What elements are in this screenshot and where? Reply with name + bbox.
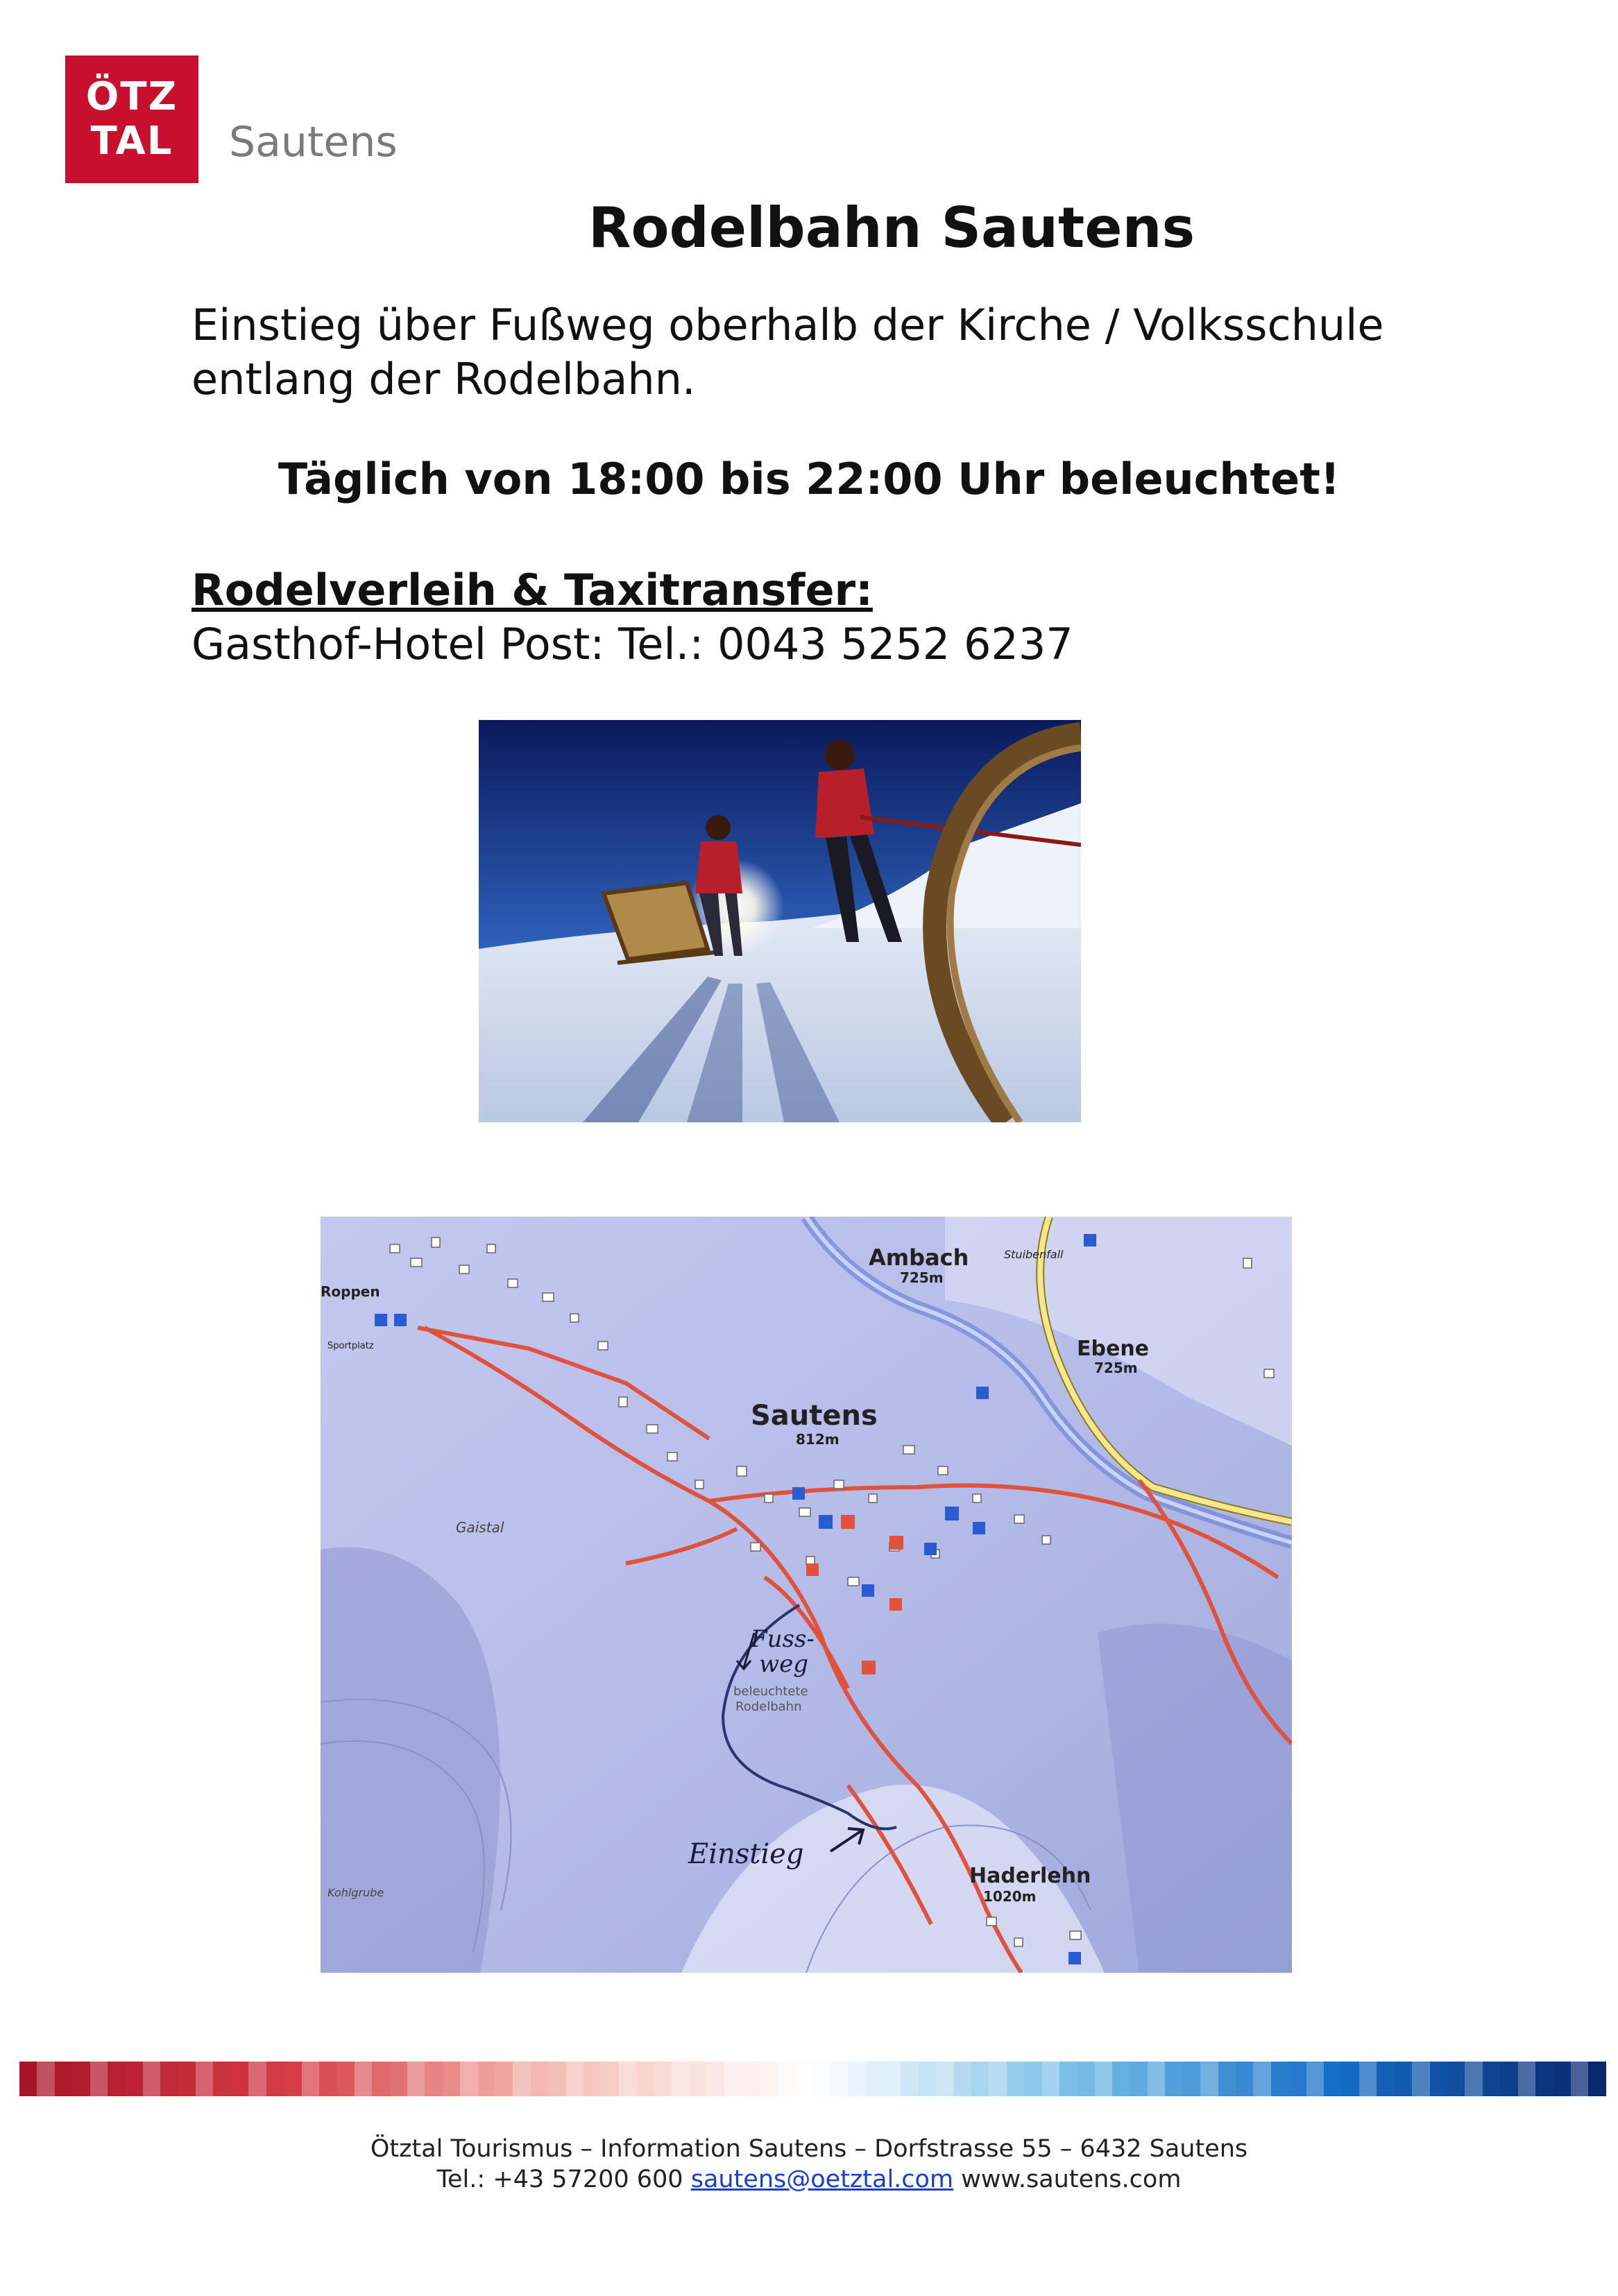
stripe-segment bbox=[1077, 2062, 1094, 2096]
stripe-segment bbox=[1465, 2062, 1482, 2096]
stripe-segment bbox=[1200, 2062, 1218, 2096]
stripe-segment bbox=[284, 2062, 301, 2096]
stripe-segment bbox=[1288, 2062, 1306, 2096]
stripe-segment bbox=[1130, 2062, 1148, 2096]
stripe-segment bbox=[1395, 2062, 1412, 2096]
stripe-segment bbox=[143, 2062, 160, 2096]
footer-email-link[interactable]: sautens@oetztal.com bbox=[690, 2166, 954, 2193]
map-label-ebene: Ebene bbox=[1077, 1337, 1150, 1361]
intro-paragraph bbox=[191, 298, 1384, 406]
rental-heading: Rodelverleih & Taxitransfer: bbox=[191, 565, 873, 615]
stripe-segment bbox=[160, 2062, 178, 2096]
stripe-segment bbox=[1483, 2062, 1500, 2096]
stripe-segment bbox=[1112, 2062, 1130, 2096]
stripe-segment bbox=[971, 2062, 989, 2096]
stripe-segment bbox=[1518, 2062, 1535, 2096]
stripe-segment bbox=[460, 2062, 477, 2096]
handwritten-einstieg: Einstieg bbox=[688, 1838, 804, 1870]
sledding-photo bbox=[479, 720, 1081, 1122]
stripe-segment bbox=[566, 2062, 584, 2096]
map-label-ambach: Ambach bbox=[869, 1244, 969, 1271]
stripe-segment bbox=[548, 2062, 565, 2096]
stripe-segment bbox=[90, 2062, 108, 2096]
map-label-gaistal: Gaistal bbox=[456, 1519, 504, 1536]
stripe-segment bbox=[407, 2062, 425, 2096]
stripe-segment bbox=[495, 2062, 513, 2096]
stripe-segment bbox=[636, 2062, 654, 2096]
stripe-segment bbox=[795, 2062, 812, 2096]
map-label-haderlehn: Haderlehn bbox=[969, 1864, 1091, 1888]
stripe-segment bbox=[919, 2062, 936, 2096]
stripe-segment bbox=[1377, 2062, 1394, 2096]
stripe-segment bbox=[478, 2062, 495, 2096]
stripe-segment bbox=[390, 2062, 407, 2096]
stripe-segment bbox=[1306, 2062, 1324, 2096]
stripe-segment bbox=[266, 2062, 284, 2096]
stripe-segment bbox=[866, 2062, 883, 2096]
map-label-kohlgrube: Kohlgrube bbox=[327, 1886, 384, 1899]
stripe-segment bbox=[1341, 2062, 1359, 2096]
stripe-segment bbox=[513, 2062, 530, 2096]
stripe-segment bbox=[213, 2062, 230, 2096]
stripe-segment bbox=[584, 2062, 601, 2096]
stripe-segment bbox=[125, 2062, 142, 2096]
stripe-segment bbox=[954, 2062, 971, 2096]
intro-line-1: Einstieg über Fußweg oberhalb der Kirche / Volksschule bbox=[191, 300, 1384, 350]
stripe-segment bbox=[1571, 2062, 1588, 2096]
handwritten-fuss: Fuss- bbox=[751, 1625, 815, 1653]
stripe-segment bbox=[1430, 2062, 1447, 2096]
stripe-segment bbox=[425, 2062, 442, 2096]
stripe-segment bbox=[37, 2062, 54, 2096]
stripe-segment bbox=[1095, 2062, 1112, 2096]
stripe-segment bbox=[1500, 2062, 1517, 2096]
stripe-segment bbox=[1059, 2062, 1077, 2096]
stripe-segment bbox=[302, 2062, 319, 2096]
stripe-segment bbox=[901, 2062, 918, 2096]
stripe-segment bbox=[1271, 2062, 1288, 2096]
stripe-segment bbox=[248, 2062, 266, 2096]
stripe-segment bbox=[760, 2062, 777, 2096]
footer-web: www.sautens.com bbox=[961, 2166, 1182, 2193]
stripe-segment bbox=[1359, 2062, 1377, 2096]
lighting-notice: Täglich von 18:00 bis 22:00 Uhr beleuchtet! bbox=[278, 454, 1340, 504]
map-label-ebene-alt: 725m bbox=[1094, 1360, 1138, 1376]
stripe-segment bbox=[1148, 2062, 1165, 2096]
trail-map bbox=[321, 1217, 1292, 1973]
map-label-rodelbahn: Rodelbahn bbox=[735, 1699, 802, 1714]
oetztal-logo bbox=[65, 55, 198, 183]
map-label-sautens-alt: 812m bbox=[796, 1431, 840, 1448]
stripe-segment bbox=[812, 2062, 830, 2096]
stripe-segment bbox=[231, 2062, 248, 2096]
rental-contact: Gasthof-Hotel Post: Tel.: 0043 5252 6237 bbox=[191, 619, 1073, 669]
map-label-beleuchtete: beleuchtete bbox=[733, 1684, 808, 1699]
stripe-segment bbox=[178, 2062, 196, 2096]
color-stripe bbox=[19, 2062, 1606, 2096]
footer-contact bbox=[0, 2166, 1618, 2193]
stripe-segment bbox=[1183, 2062, 1200, 2096]
stripe-segment bbox=[1218, 2062, 1236, 2096]
stripe-segment bbox=[1588, 2062, 1606, 2096]
map-label-sautens: Sautens bbox=[751, 1400, 878, 1432]
logo-location-name: Sautens bbox=[229, 118, 398, 166]
logo-line-2: TAL bbox=[90, 119, 173, 164]
stripe-segment bbox=[19, 2062, 37, 2096]
page-title: Rodelbahn Sautens bbox=[588, 196, 1195, 260]
stripe-segment bbox=[672, 2062, 689, 2096]
map-label-haderlehn-alt: 1020m bbox=[983, 1888, 1037, 1905]
map-label-roppen: Roppen bbox=[321, 1283, 380, 1300]
stripe-segment bbox=[1447, 2062, 1465, 2096]
stripe-segment bbox=[689, 2062, 706, 2096]
stripe-segment bbox=[72, 2062, 90, 2096]
logo-line-1: ÖTZ bbox=[85, 74, 178, 119]
stripe-segment bbox=[1324, 2062, 1341, 2096]
stripe-segment bbox=[601, 2062, 618, 2096]
map-label-ambach-alt: 725m bbox=[900, 1269, 944, 1286]
stripe-segment bbox=[319, 2062, 337, 2096]
stripe-segment bbox=[1253, 2062, 1270, 2096]
stripe-segment bbox=[443, 2062, 460, 2096]
stripe-segment bbox=[883, 2062, 901, 2096]
map-label-sportplatz: Sportplatz bbox=[327, 1341, 374, 1351]
rental-section bbox=[191, 563, 1073, 671]
stripe-segment bbox=[1236, 2062, 1253, 2096]
handwritten-weg: weg bbox=[759, 1650, 808, 1678]
stripe-segment bbox=[355, 2062, 372, 2096]
footer-address: Ötztal Tourismus – Information Sautens – Dorfstrasse 55 – 6432 Sautens bbox=[370, 2135, 1248, 2163]
stripe-segment bbox=[936, 2062, 953, 2096]
stripe-segment bbox=[654, 2062, 672, 2096]
stripe-segment bbox=[1412, 2062, 1429, 2096]
stripe-segment bbox=[1535, 2062, 1553, 2096]
stripe-segment bbox=[742, 2062, 760, 2096]
stripe-segment bbox=[777, 2062, 794, 2096]
stripe-segment bbox=[848, 2062, 865, 2096]
stripe-segment bbox=[1165, 2062, 1182, 2096]
stripe-segment bbox=[707, 2062, 724, 2096]
map-label-stuibenfall: Stuibenfall bbox=[1004, 1248, 1064, 1261]
stripe-segment bbox=[337, 2062, 354, 2096]
stripe-segment bbox=[1024, 2062, 1041, 2096]
stripe-segment bbox=[372, 2062, 389, 2096]
stripe-segment bbox=[1007, 2062, 1024, 2096]
stripe-segment bbox=[831, 2062, 848, 2096]
stripe-segment bbox=[1042, 2062, 1059, 2096]
stripe-segment bbox=[724, 2062, 742, 2096]
stripe-segment bbox=[531, 2062, 548, 2096]
stripe-segment bbox=[619, 2062, 636, 2096]
stripe-segment bbox=[989, 2062, 1006, 2096]
stripe-segment bbox=[1553, 2062, 1570, 2096]
stripe-segment bbox=[108, 2062, 125, 2096]
stripe-segment bbox=[55, 2062, 72, 2096]
footer-tel: Tel.: +43 57200 600 bbox=[436, 2166, 683, 2193]
stripe-segment bbox=[196, 2062, 213, 2096]
intro-line-2: entlang der Rodelbahn. bbox=[191, 354, 696, 404]
